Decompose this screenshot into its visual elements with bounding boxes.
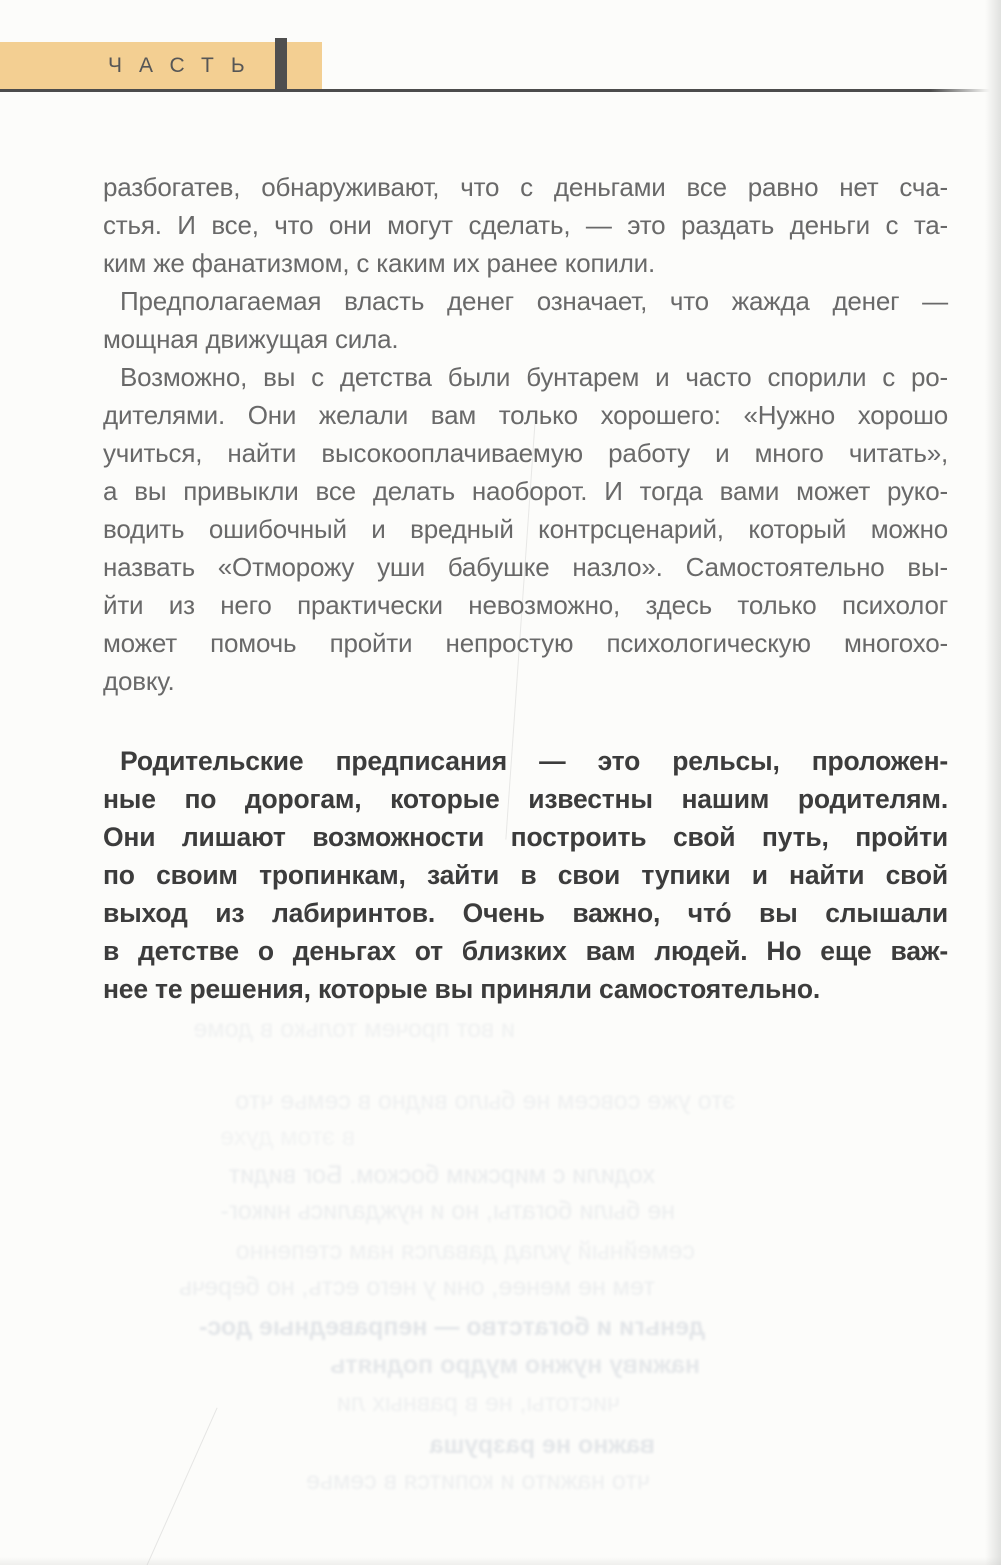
body-text [103, 168, 948, 700]
text-line: ким же фанатизмом, с каким их ранее копили. [103, 248, 656, 278]
part-label: ЧАСТЬ [108, 54, 262, 77]
text-line: Возможно, вы с детства были бунтарем и часто спорили с ро- [120, 362, 948, 392]
show-through-text: чистоты, не в равных ли [336, 1389, 620, 1417]
text-line: Они лишают возможности построить свой путь, пройти [103, 822, 948, 852]
text-line: Предполагаемая власть денег означает, что жажда денег — [120, 286, 948, 316]
text-line: по своим тропинкам, зайти в свои тупики и найти свой [103, 860, 948, 890]
show-through-text: ходили с мирским боском. Бог видит [228, 1161, 655, 1189]
show-through-text: это уже совсем не было видно в семье что [235, 1087, 735, 1115]
text-line: разбогатев, обнаруживают, что с деньгами все равно нет сча- [103, 172, 948, 202]
show-through-text: семейный уклад давался нам степенно [235, 1237, 695, 1265]
show-through-text: наживу нужно мудро поднять [329, 1351, 700, 1379]
header-accent-block [275, 38, 287, 91]
text-line: выход из лабиринтов. Очень важно, что́ вы слышали [103, 898, 948, 928]
show-through-text: деньги и богатство — неправедные дос- [198, 1313, 705, 1341]
scan-edge-shadow [0, 1557, 1001, 1565]
text-line: назвать «Отморожу уши бабушке назло». Самостоятельно вы- [103, 552, 948, 582]
text-line: мощная движущая сила. [103, 324, 399, 354]
bold-paragraph [103, 742, 948, 1008]
text-line: довку. [103, 666, 175, 696]
show-through-text: что нажито и копится в семье [306, 1467, 650, 1495]
show-through-text: и вот прочем только в доме [193, 1015, 515, 1043]
scan-crease [143, 1408, 217, 1565]
show-through-text: в этом духе [220, 1123, 355, 1151]
text-line: Родительские предписания — это рельсы, проложен- [120, 746, 948, 776]
text-line: стья. И все, что они могут сделать, — это раздать деньги с та- [103, 210, 948, 240]
show-through-text: важно не разруша [429, 1431, 655, 1459]
header-rule [0, 89, 990, 92]
text-line: а вы привыкли все делать наоборот. И тогда вами может руко- [103, 476, 948, 506]
text-line: может помочь пройти непростую психологическую многохо- [103, 628, 948, 658]
text-line: ные по дорогам, которые известны нашим родителям. [103, 784, 948, 814]
text-line: дителями. Они желали вам только хорошего: «Нужно хорошо [103, 400, 948, 430]
text-line: водить ошибочный и вредный контрсценарий, который можно [103, 514, 948, 544]
text-line: нее те решения, которые вы приняли самостоятельно. [103, 974, 821, 1004]
scan-edge-shadow [985, 0, 1001, 1565]
show-through-text: тем не менее, они у него есть, но беречь [178, 1273, 655, 1301]
text-line: в детстве о деньгах от близких вам людей. Но еще важ- [103, 936, 948, 966]
show-through-text: не были богаты, но и нуждались никог- [220, 1197, 675, 1225]
text-line: йти из него практически невозможно, здесь только психолог [103, 590, 948, 620]
text-line: учиться, найти высокооплачиваемую работу и много читать», [103, 438, 948, 468]
